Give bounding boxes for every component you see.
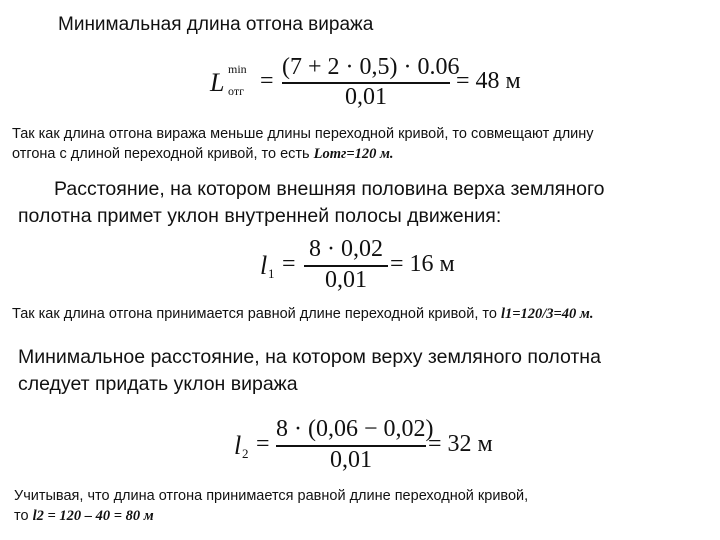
- formula-subscript: отг: [228, 84, 245, 98]
- formula-l2: [230, 416, 510, 474]
- formula-result: = 16 м: [390, 251, 455, 277]
- paragraph-line: [14, 506, 714, 526]
- formula-denominator: 0,01: [325, 267, 367, 293]
- formula-equals: =: [256, 431, 270, 457]
- formula-subscript: 2: [242, 446, 249, 461]
- paragraph-l2: [14, 486, 714, 526]
- formula-fraction: [282, 54, 460, 110]
- formula-denominator: 0,01: [345, 84, 387, 110]
- formula-subscript: 1: [268, 266, 275, 281]
- length-value: Lотг=120 м.: [313, 146, 394, 162]
- formula-denominator: 0,01: [330, 447, 372, 473]
- paragraph-line: следует придать уклон виража: [18, 373, 298, 395]
- length-value: l2 = 120 – 40 = 80 м: [32, 508, 154, 524]
- paragraph-text: отгона с длиной переходной кривой, то есть: [12, 146, 314, 162]
- paragraph-line: полотна примет уклон внутренней полосы движения:: [18, 205, 502, 227]
- paragraph-line: Расстояние, на котором внешняя половина верха земляного: [54, 178, 605, 200]
- formula-variable: l: [260, 251, 268, 280]
- formula-variable: L: [210, 68, 225, 97]
- paragraph-line: [12, 144, 712, 164]
- paragraph-line: Так как длина отгона виража меньше длины переходной кривой, то совмещают длину: [12, 126, 594, 142]
- length-value: l1=120/3=40 м.: [500, 306, 594, 322]
- paragraph-transition-curve: [12, 124, 712, 164]
- formula-l1: [256, 236, 456, 294]
- formula-fraction: [276, 416, 434, 474]
- formula-numerator: (7 + 2 · 0,5) · 0.06: [282, 54, 460, 80]
- formula-numerator: 8 · 0,02: [309, 236, 383, 262]
- paragraph-line: Минимальное расстояние, на котором верху земляного полотна: [18, 346, 601, 368]
- paragraph-text: Так как длина отгона принимается равной длине переходной кривой, то: [12, 306, 501, 322]
- paragraph-line: Учитывая, что длина отгона принимается равной длине переходной кривой,: [14, 488, 529, 504]
- formula-equals: =: [260, 68, 274, 94]
- paragraph-outer-half: [18, 176, 708, 230]
- formula-equals: =: [282, 251, 296, 277]
- formula-min-length: [206, 54, 521, 110]
- paragraph-min-distance: [18, 344, 708, 398]
- formula-superscript: min: [228, 62, 247, 76]
- formula-fraction: [304, 236, 388, 294]
- formula-result: = 48 м: [456, 68, 521, 94]
- formula-result: = 32 м: [428, 431, 493, 457]
- formula-numerator: 8 · (0,06 − 0,02): [276, 416, 434, 442]
- paragraph-text: то: [14, 508, 33, 524]
- paragraph-l1: [12, 304, 712, 324]
- heading-min-length: Минимальная длина отгона виража: [58, 14, 374, 35]
- formula-variable: l: [234, 431, 242, 460]
